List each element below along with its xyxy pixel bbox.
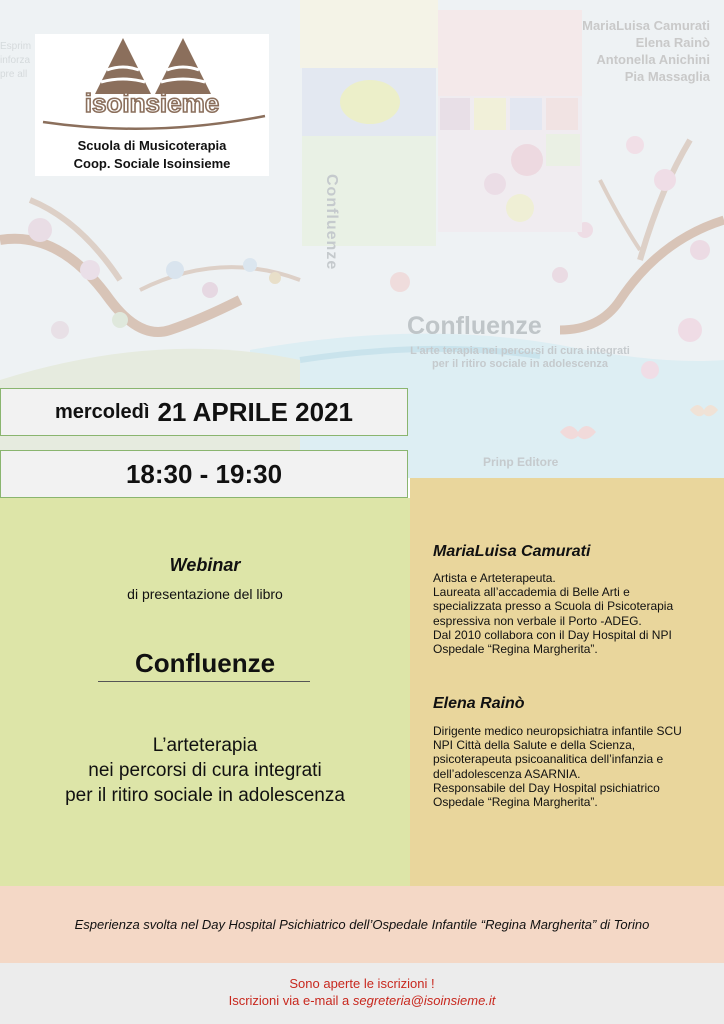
speaker-bio: [433, 571, 718, 656]
registration-email-link[interactable]: segreteria@isoinsieme.it: [352, 993, 496, 1008]
book-title: Confluenze: [134, 648, 276, 678]
event-weekday: mercoledì: [54, 400, 150, 423]
book-subtitle: [0, 733, 410, 808]
bio-line: specializzata presso a Scuola di Psicoterapia: [433, 599, 674, 614]
subtitle-line: nei percorsi di cura integrati: [88, 760, 322, 781]
title-underline: [98, 681, 310, 682]
speaker-name: Elena Rainò: [433, 695, 525, 712]
cover-author: Elena Rainò: [635, 35, 710, 50]
registration-open: Sono aperte le iscrizioni !: [289, 976, 435, 991]
bio-line: Artista e Arteterapeuta.: [433, 571, 556, 585]
cover-authors: [582, 17, 710, 85]
bio-line: Responsabile del Day Hospital psichiatrico: [433, 780, 660, 795]
experience-band: Esperienza svolta nel Day Hospital Psichiatrico dell’Ospedale Infantile “Regina Margherita” di Torino: [0, 886, 724, 963]
presentation-text: di presentazione del libro: [127, 586, 283, 602]
subtitle-line: L’arteterapia: [152, 735, 258, 756]
bio-line: Laureata all’accademia di Belle Arti e: [433, 585, 630, 600]
bio-line: Ospedale “Regina Margherita”.: [433, 642, 598, 657]
speaker-name: MariaLuisa Camurati: [433, 543, 591, 560]
logo-card: [35, 34, 269, 176]
bio-line: Dal 2010 collabora con il Day Hospital di NPI: [433, 627, 672, 642]
registration-email-line: [0, 993, 724, 1008]
logo-school-name: Scuola di Musicoterapia: [77, 138, 227, 153]
event-time-box: 18:30 - 19:30: [0, 450, 408, 498]
cover-author: Pia Massaglia: [624, 69, 710, 84]
logo-wordmark: isoinsieme: [84, 88, 220, 118]
bio-line: dell’adolescenza ASARNIA.: [433, 766, 581, 781]
bio-line: Ospedale “Regina Margherita”.: [433, 795, 598, 810]
subtitle-line: per il ritiro sociale in adolescenza: [65, 785, 345, 806]
cover-spine-title: Confluenze: [323, 174, 340, 271]
cover-subtitle: L'arte terapia nei percorsi di cura integrati per il ritiro sociale in adolescenza: [410, 345, 630, 370]
speakers-panel: [410, 478, 724, 886]
isoinsieme-logo: [35, 34, 269, 138]
faded-cover-text: [0, 40, 31, 82]
faded-text-line: Esprim: [0, 41, 32, 52]
cover-author: Antonella Anichini: [596, 52, 710, 67]
bio-line: NPI Città della Salute e della Scienza,: [433, 738, 636, 753]
bio-line: psicoterapeuta psicoanalitica dell’infanzia e: [433, 752, 664, 767]
registration-footer: [0, 963, 724, 1024]
faded-text-line: pre all: [0, 69, 28, 80]
event-date: 21 APRILE 2021: [157, 396, 354, 427]
bio-line: espressiva non verbale il Porto -ADEG.: [433, 613, 642, 628]
event-date-box: [0, 388, 408, 436]
cover-author: MariaLuisa Camurati: [582, 18, 710, 33]
speaker-bio: [433, 724, 718, 809]
cover-title: Confluenze: [407, 312, 542, 340]
logo-coop-name: Coop. Sociale Isoinsieme: [73, 156, 231, 171]
webinar-label: Webinar: [169, 555, 241, 575]
registration-prefix: Iscrizioni via e-mail a: [228, 993, 350, 1008]
cover-publisher: Prinp Editore: [483, 455, 559, 469]
faded-text-line: inforza: [0, 55, 31, 66]
bio-line: Dirigente medico neuropsichiatra infantile SCU: [433, 724, 682, 738]
